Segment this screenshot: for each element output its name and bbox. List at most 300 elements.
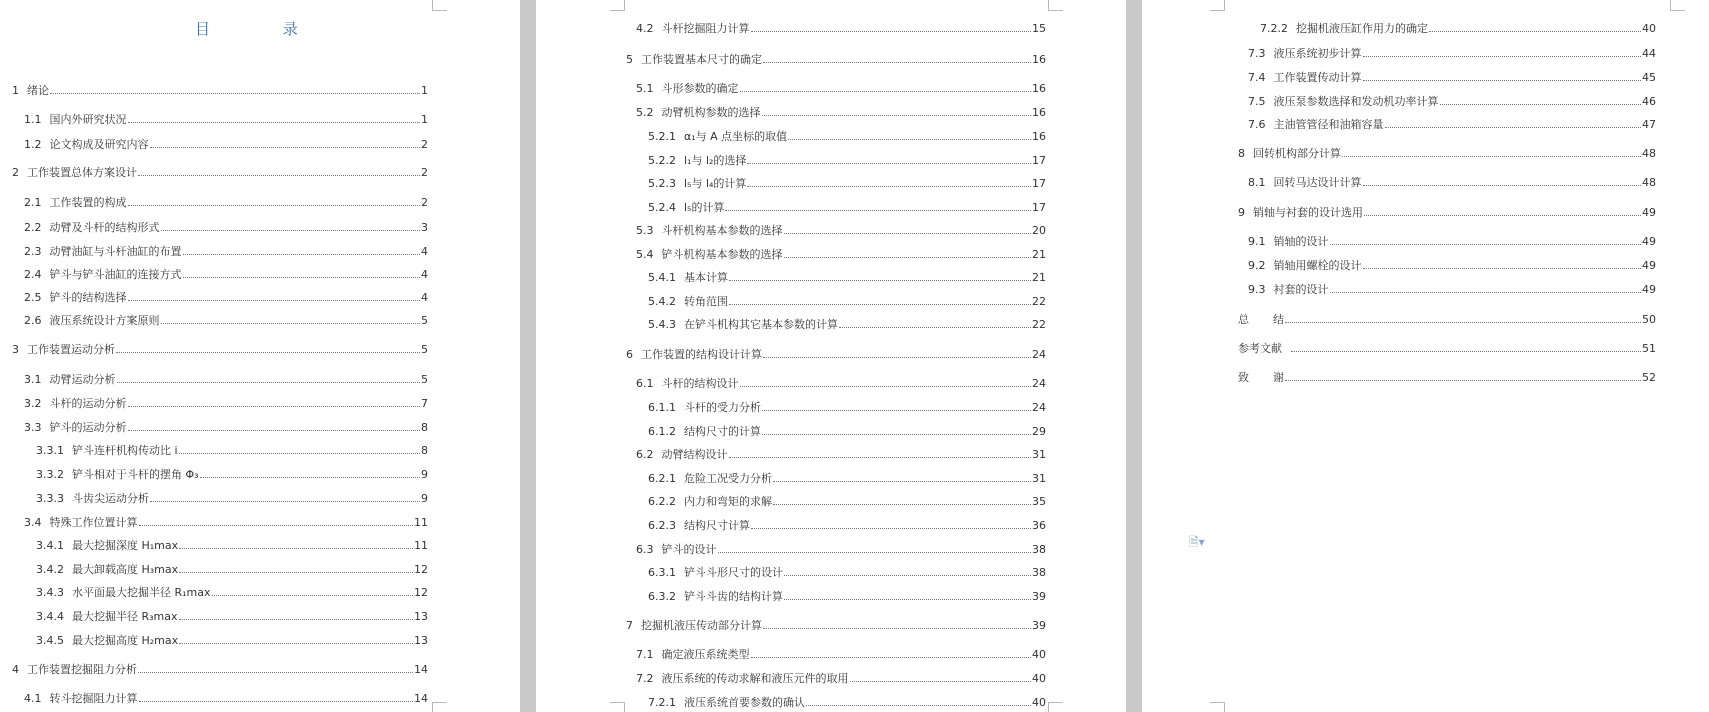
toc-entry[interactable]: [1238, 206, 1656, 219]
toc-entry-page-number: 2: [421, 196, 428, 209]
toc-leader-dots: [1342, 147, 1641, 157]
toc-entry[interactable]: [12, 343, 428, 356]
toc-entry[interactable]: [36, 586, 428, 599]
toc-entry-number: 9.1: [1248, 235, 1266, 248]
toc-entry[interactable]: [24, 692, 428, 705]
toc-leader-dots: [1363, 176, 1642, 186]
toc-leader-dots: [117, 373, 421, 383]
toc-entry-text: 斗杆的受力分析: [684, 401, 761, 414]
toc-entry-number: 5.4.3: [648, 318, 676, 331]
toc-leader-dots: [850, 672, 1032, 682]
toc-entry[interactable]: [636, 377, 1046, 390]
document-page-1: [0, 0, 520, 712]
toc-leader-dots: [50, 84, 420, 94]
toc-entry[interactable]: [626, 619, 1046, 632]
page-corner-mark: [1210, 0, 1225, 11]
page-corner-mark: [1048, 702, 1063, 712]
toc-entry-page-number: 48: [1642, 147, 1656, 160]
toc-entry[interactable]: [636, 648, 1046, 661]
toc-entry[interactable]: [24, 221, 428, 234]
toc-entry-page-number: 29: [1032, 425, 1046, 438]
toc-entry[interactable]: [24, 516, 428, 529]
toc-entry-page-number: 4: [421, 245, 428, 258]
toc-entry[interactable]: [1248, 235, 1656, 248]
toc-leader-dots: [1285, 371, 1641, 381]
toc-entry-text: 铲斗斗形尺寸的设计: [684, 566, 783, 579]
toc-entry-number: 6.3: [636, 543, 654, 556]
toc-entry-page-number: 47: [1642, 118, 1656, 131]
toc-leader-dots: [773, 472, 1031, 482]
toc-entry-number: 9.3: [1248, 283, 1266, 296]
toc-entry-page-number: 24: [1032, 377, 1046, 390]
toc-entry[interactable]: [648, 130, 1046, 143]
toc-entry-page-number: 49: [1642, 259, 1656, 272]
toc-entry-number: 5.4.2: [648, 295, 676, 308]
toc-entry-number: 9: [1238, 206, 1245, 219]
toc-entry[interactable]: [636, 22, 1046, 35]
toc-leader-dots: [1330, 235, 1642, 245]
toc-entry[interactable]: [36, 634, 428, 647]
toc-leader-dots: [139, 692, 414, 702]
toc-entry-text: 销轴的设计: [1273, 235, 1329, 248]
toc-entry[interactable]: [648, 401, 1046, 414]
toc-entry-text: 特殊工作位置计算: [49, 516, 138, 529]
toc-entry-page-number: 5: [421, 373, 428, 386]
document-options-icon[interactable]: 🗎▾: [1189, 535, 1205, 549]
toc-entry[interactable]: [648, 177, 1046, 190]
toc-entry-text: 衬套的设计: [1273, 283, 1329, 296]
toc-entry-page-number: 21: [1032, 271, 1046, 284]
toc-leader-dots: [138, 663, 413, 673]
toc-entry-number: 3.3.2: [36, 468, 64, 481]
toc-entry[interactable]: [24, 268, 428, 281]
toc-entry[interactable]: [36, 468, 428, 481]
toc-leader-dots: [1364, 206, 1641, 216]
toc-entry-text: 挖掘机液压传动部分计算: [641, 619, 762, 632]
page-corner-mark: [1670, 0, 1685, 11]
toc-entry[interactable]: [36, 444, 428, 457]
toc-entry-number: 3.4.1: [36, 539, 64, 552]
toc-entry-page-number: 4: [421, 268, 428, 281]
toc-entry-number: 4: [12, 663, 19, 676]
toc-entry[interactable]: [648, 154, 1046, 167]
toc-entry-number: 总: [1238, 313, 1249, 326]
toc-entry-text: 铲斗斗齿的结构计算: [684, 590, 783, 603]
toc-leader-dots: [1440, 95, 1642, 105]
toc-entry-number: 4.1: [24, 692, 42, 705]
toc-entry-page-number: 5: [421, 343, 428, 356]
toc-entry-text: 国内外研究状况: [49, 113, 127, 126]
toc-leader-dots: [740, 377, 1032, 387]
toc-leader-dots: [1285, 313, 1641, 323]
toc-entry-number: 1.1: [24, 113, 42, 126]
toc-leader-dots: [128, 421, 421, 431]
page-corner-mark: [1048, 0, 1063, 11]
toc-entry-number: 3.4.4: [36, 610, 64, 623]
toc-entry[interactable]: [636, 248, 1046, 261]
toc-entry-number: 3.2: [24, 397, 42, 410]
toc-entry-text: 工作装置传动计算: [1273, 71, 1362, 84]
toc-entry-text: 结构尺寸的计算: [684, 425, 761, 438]
toc-leader-dots: [1363, 47, 1642, 57]
toc-entry-number: 6.3.2: [648, 590, 676, 603]
toc-entry-text: 最大挖掘半径 R₃max: [72, 610, 178, 623]
toc-entry-number: 4.2: [636, 22, 654, 35]
toc-entry-text: 斗杆挖掘阻力计算: [661, 22, 750, 35]
toc-entry-text: 动臂结构设计: [661, 448, 728, 461]
toc-entry[interactable]: [636, 543, 1046, 556]
toc-leader-dots: [806, 696, 1031, 706]
toc-entry-page-number: 50: [1642, 313, 1656, 326]
toc-entry-page-number: 38: [1032, 566, 1046, 579]
toc-entry-page-number: 49: [1642, 235, 1656, 248]
toc-leader-dots: [788, 130, 1031, 140]
toc-entry-text: 销轴用螺栓的设计: [1273, 259, 1362, 272]
toc-entry[interactable]: [36, 539, 428, 552]
toc-entry[interactable]: [648, 566, 1046, 579]
toc-entry-text: 最大挖掘高度 H₂max: [72, 634, 179, 647]
toc-leader-dots: [1330, 283, 1642, 293]
toc-entry-number: 7.5: [1248, 95, 1266, 108]
toc-entry-number: 5.2.2: [648, 154, 676, 167]
toc-entry[interactable]: [1248, 118, 1656, 131]
toc-entry-page-number: 3: [421, 221, 428, 234]
toc-entry-page-number: 49: [1642, 283, 1656, 296]
toc-entry-page-number: 45: [1642, 71, 1656, 84]
toc-entry[interactable]: [648, 472, 1046, 485]
toc-entry[interactable]: [648, 495, 1046, 508]
toc-entry[interactable]: [648, 318, 1046, 331]
toc-entry-number: 6.2: [636, 448, 654, 461]
toc-entry-number: 5.2.4: [648, 201, 676, 214]
toc-leader-dots: [763, 53, 1031, 63]
toc-leader-dots: [747, 154, 1031, 164]
toc-entry-number: 7.1: [636, 648, 654, 661]
toc-entry-text: 液压系统初步计算: [1273, 47, 1362, 60]
toc-entry-number: 3.1: [24, 373, 42, 386]
toc-entry-page-number: 35: [1032, 495, 1046, 508]
toc-leader-dots: [1291, 342, 1641, 352]
toc-leader-dots: [179, 563, 413, 573]
toc-entry-number: 3.4.3: [36, 586, 64, 599]
toc-entry-page-number: 8: [421, 444, 428, 457]
toc-entry-page-number: 40: [1032, 672, 1046, 685]
toc-leader-dots: [729, 295, 1031, 305]
toc-entry-text: 绪论: [27, 84, 49, 97]
toc-entry-page-number: 17: [1032, 177, 1046, 190]
toc-leader-dots: [762, 401, 1031, 411]
toc-leader-dots: [740, 82, 1032, 92]
page-gutter: [1126, 0, 1142, 712]
toc-entry-number: 2.6: [24, 314, 42, 327]
toc-entry[interactable]: [24, 196, 428, 209]
toc-entry[interactable]: [36, 610, 428, 623]
toc-entry[interactable]: [648, 201, 1046, 214]
toc-entry[interactable]: [626, 53, 1046, 66]
toc-entry-number: 8.1: [1248, 176, 1266, 189]
toc-entry-text: 结构尺寸计算: [684, 519, 750, 532]
toc-entry-page-number: 52: [1642, 371, 1656, 384]
toc-leader-dots: [183, 268, 421, 278]
toc-entry-text: 水平面最大挖掘半径 R₁max: [72, 586, 211, 599]
toc-entry[interactable]: [636, 448, 1046, 461]
toc-leader-dots: [1363, 259, 1642, 269]
toc-entry-text: 回转机构部分计算: [1253, 147, 1341, 160]
toc-entry-page-number: 46: [1642, 95, 1656, 108]
toc-entry-page-number: 44: [1642, 47, 1656, 60]
toc-entry[interactable]: [24, 421, 428, 434]
toc-entry-page-number: 16: [1032, 106, 1046, 119]
toc-entry-number: 3.4.5: [36, 634, 64, 647]
toc-entry[interactable]: [1238, 371, 1656, 384]
page-corner-mark: [610, 0, 625, 11]
toc-leader-dots: [161, 314, 421, 324]
toc-entry-number: 5.2.1: [648, 130, 676, 143]
toc-entry-page-number: 40: [1642, 22, 1656, 35]
toc-entry[interactable]: [24, 138, 428, 151]
toc-entry-text: 动臂机构参数的选择: [661, 106, 761, 119]
toc-entry-page-number: 22: [1032, 295, 1046, 308]
toc-entry-number: 6.2.3: [648, 519, 676, 532]
toc-entry-page-number: 31: [1032, 448, 1046, 461]
toc-entry[interactable]: [24, 314, 428, 327]
toc-entry-number: 6.1: [636, 377, 654, 390]
toc-leader-dots: [763, 619, 1031, 629]
toc-entry-number: 3.3.3: [36, 492, 64, 505]
toc-entry-page-number: 9: [421, 468, 428, 481]
toc-entry-number: 2.2: [24, 221, 42, 234]
toc-entry-number: 1: [12, 84, 19, 97]
toc-entry-page-number: 31: [1032, 472, 1046, 485]
toc-entry-number: 7.2: [636, 672, 654, 685]
toc-entry-text: 回转马达设计计算: [1273, 176, 1362, 189]
toc-entry[interactable]: [1248, 283, 1656, 296]
toc-entry-page-number: 16: [1032, 53, 1046, 66]
toc-entry-page-number: 12: [414, 586, 428, 599]
toc-entry-text: l₅与 l₄的计算: [684, 177, 747, 190]
toc-entry-page-number: 20: [1032, 224, 1046, 237]
toc-entry-text: 内力和弯矩的求解: [684, 495, 772, 508]
toc-entry[interactable]: [12, 84, 428, 97]
toc-leader-dots: [784, 590, 1031, 600]
toc-entry[interactable]: [648, 271, 1046, 284]
toc-entry-text: 斗齿尖运动分析: [72, 492, 149, 505]
toc-entry[interactable]: [24, 397, 428, 410]
toc-entry-text: 动臂运动分析: [49, 373, 116, 386]
toc-leader-dots: [725, 201, 1031, 211]
toc-leader-dots: [1385, 118, 1642, 128]
toc-entry-text: 铲斗相对于斗杆的摆角 Φ₃: [72, 468, 199, 481]
toc-entry-text: 最大挖掘深度 H₁max: [72, 539, 179, 552]
toc-entry-number: 1.2: [24, 138, 42, 151]
toc-entry-page-number: 15: [1032, 22, 1046, 35]
toc-entry-number: 5.4.1: [648, 271, 676, 284]
toc-entry-text: 在铲斗机构其它基本参数的计算: [684, 318, 838, 331]
toc-entry[interactable]: [648, 590, 1046, 603]
toc-entry-number: 5.4: [636, 248, 654, 261]
toc-entry-page-number: 40: [1032, 648, 1046, 661]
toc-entry-number: 7.2.1: [648, 696, 676, 709]
toc-entry[interactable]: [1238, 147, 1656, 160]
toc-entry-number: 7.4: [1248, 71, 1266, 84]
toc-entry[interactable]: [24, 291, 428, 304]
toc-entry-page-number: 16: [1032, 82, 1046, 95]
toc-entry[interactable]: [36, 492, 428, 505]
toc-entry[interactable]: [12, 663, 428, 676]
toc-entry-text: 液压系统的传动求解和液压元件的取用: [661, 672, 849, 685]
toc-entry-number: 7: [626, 619, 633, 632]
toc-entry[interactable]: [636, 82, 1046, 95]
toc-entry-number: 3.3.1: [36, 444, 64, 457]
toc-leader-dots: [773, 495, 1031, 505]
toc-leader-dots: [183, 245, 421, 255]
toc-leader-dots: [729, 271, 1031, 281]
toc-leader-dots: [718, 543, 1032, 553]
toc-entry-text: 铲斗的结构选择: [49, 291, 127, 304]
document-page-2: [536, 0, 1126, 712]
toc-entry-number: 2.5: [24, 291, 42, 304]
toc-leader-dots: [150, 138, 421, 148]
toc-entry-number: 9.2: [1248, 259, 1266, 272]
toc-entry[interactable]: [648, 696, 1046, 709]
page-corner-mark: [610, 702, 625, 712]
toc-entry-text: 销轴与衬套的设计选用: [1253, 206, 1363, 219]
toc-leader-dots: [200, 468, 420, 478]
toc-entry[interactable]: [1248, 95, 1656, 108]
toc-entry-text: l₅的计算: [684, 201, 725, 214]
toc-entry-page-number: 16: [1032, 130, 1046, 143]
toc-entry-text: α₁与 A 点坐标的取值: [684, 130, 788, 143]
toc-entry-number: 7.2.2: [1260, 22, 1288, 35]
toc-leader-dots: [138, 166, 420, 176]
toc-entry-number: 6: [626, 348, 633, 361]
toc-entry[interactable]: [636, 224, 1046, 237]
toc-entry[interactable]: [1248, 259, 1656, 272]
toc-entry-text: 基本计算: [684, 271, 728, 284]
toc-entry-text: 确定液压系统类型: [661, 648, 750, 661]
toc-leader-dots: [128, 196, 421, 206]
toc-entry[interactable]: [648, 519, 1046, 532]
toc-entry-number: 7.3: [1248, 47, 1266, 60]
toc-entry-number: 2.3: [24, 245, 42, 258]
toc-leader-dots: [1429, 22, 1641, 32]
toc-leader-dots: [751, 22, 1032, 32]
toc-entry-page-number: 1: [421, 113, 428, 126]
toc-entry-text: 挖掘机液压缸作用力的确定: [1296, 22, 1428, 35]
toc-entry-page-number: 24: [1032, 348, 1046, 361]
toc-entry[interactable]: [24, 245, 428, 258]
toc-entry[interactable]: [1238, 342, 1656, 355]
toc-leader-dots: [150, 492, 420, 502]
toc-entry-number: 3.3: [24, 421, 42, 434]
toc-entry[interactable]: [24, 373, 428, 386]
toc-entry-page-number: 11: [414, 516, 428, 529]
toc-entry-number: 5.2: [636, 106, 654, 119]
toc-entry-number: 参考文献: [1238, 342, 1282, 355]
toc-entry-page-number: 13: [414, 634, 428, 647]
toc-entry-text: 液压泵参数选择和发动机功率计算: [1273, 95, 1439, 108]
page-corner-mark: [432, 0, 447, 11]
toc-entry[interactable]: [1260, 22, 1656, 35]
toc-entry[interactable]: [1238, 313, 1656, 326]
toc-entry[interactable]: [648, 295, 1046, 308]
toc-entry-number: 2: [12, 166, 19, 179]
page-corner-mark: [1210, 702, 1225, 712]
toc-entry-text: 动臂油缸与斗杆油缸的布置: [49, 245, 182, 258]
toc-entry-text: l₁与 l₂的选择: [684, 154, 747, 167]
toc-entry-page-number: 8: [421, 421, 428, 434]
toc-entry-text: 论文构成及研究内容: [49, 138, 149, 151]
toc-entry-page-number: 17: [1032, 201, 1046, 214]
toc-leader-dots: [212, 586, 413, 596]
toc-entry[interactable]: [636, 672, 1046, 685]
toc-entry-page-number: 38: [1032, 543, 1046, 556]
toc-entry-number: 8: [1238, 147, 1245, 160]
toc-entry-text: 转角范围: [684, 295, 728, 308]
toc-entry-text: 铲斗机构基本参数的选择: [661, 248, 783, 261]
toc-entry-text: 动臂及斗杆的结构形式: [49, 221, 160, 234]
toc-entry-number: 6.1.2: [648, 425, 676, 438]
toc-leader-dots: [179, 634, 413, 644]
toc-entry[interactable]: [1248, 71, 1656, 84]
toc-entry-page-number: 49: [1642, 206, 1656, 219]
toc-entry-text: 斗杆的结构设计: [661, 377, 739, 390]
toc-entry-text: 斗杆机构基本参数的选择: [661, 224, 783, 237]
toc-entry-text: 工作装置的结构设计计算: [641, 348, 762, 361]
toc-entry[interactable]: [1248, 47, 1656, 60]
toc-entry[interactable]: [24, 113, 428, 126]
toc-entry-page-number: 12: [414, 563, 428, 576]
toc-entry[interactable]: [636, 106, 1046, 119]
toc-entry-text: 工作装置总体方案设计: [27, 166, 137, 179]
toc-entry-text: 铲斗的运动分析: [49, 421, 127, 434]
toc-entry-page-number: 13: [414, 610, 428, 623]
toc-entry-page-number: 7: [421, 397, 428, 410]
toc-entry-text: 结: [1273, 313, 1284, 326]
toc-entry-text: 工作装置基本尺寸的确定: [641, 53, 762, 66]
toc-leader-dots: [1363, 71, 1642, 81]
toc-entry-page-number: 22: [1032, 318, 1046, 331]
toc-leader-dots: [751, 519, 1031, 529]
toc-leader-dots: [762, 106, 1032, 116]
toc-leader-dots: [139, 516, 414, 526]
toc-entry[interactable]: [36, 563, 428, 576]
toc-leader-dots: [128, 397, 421, 407]
toc-entry[interactable]: [626, 348, 1046, 361]
toc-entry-text: 斗杆的运动分析: [49, 397, 127, 410]
toc-entry-page-number: 24: [1032, 401, 1046, 414]
toc-entry[interactable]: [1248, 176, 1656, 189]
document-page-3: [1142, 0, 1709, 712]
toc-leader-dots: [751, 648, 1032, 658]
toc-entry-page-number: 1: [421, 84, 428, 97]
toc-entry-text: 液压系统首要参数的确认: [684, 696, 805, 709]
toc-entry-page-number: 2: [421, 138, 428, 151]
toc-entry-text: 铲斗与铲斗油缸的连接方式: [49, 268, 182, 281]
toc-leader-dots: [128, 113, 421, 123]
toc-entry-page-number: 39: [1032, 619, 1046, 632]
toc-entry[interactable]: [648, 425, 1046, 438]
toc-entry-number: 6.2.1: [648, 472, 676, 485]
toc-entry[interactable]: [12, 166, 428, 179]
toc-entry-number: 5: [626, 53, 633, 66]
toc-entry-number: 6.3.1: [648, 566, 676, 579]
toc-entry-page-number: 2: [421, 166, 428, 179]
toc-leader-dots: [179, 610, 413, 620]
toc-entry-text: 工作装置挖掘阻力分析: [27, 663, 137, 676]
toc-entry-text: 铲斗连杆机构传动比 i: [72, 444, 178, 457]
toc-leader-dots: [179, 444, 420, 454]
